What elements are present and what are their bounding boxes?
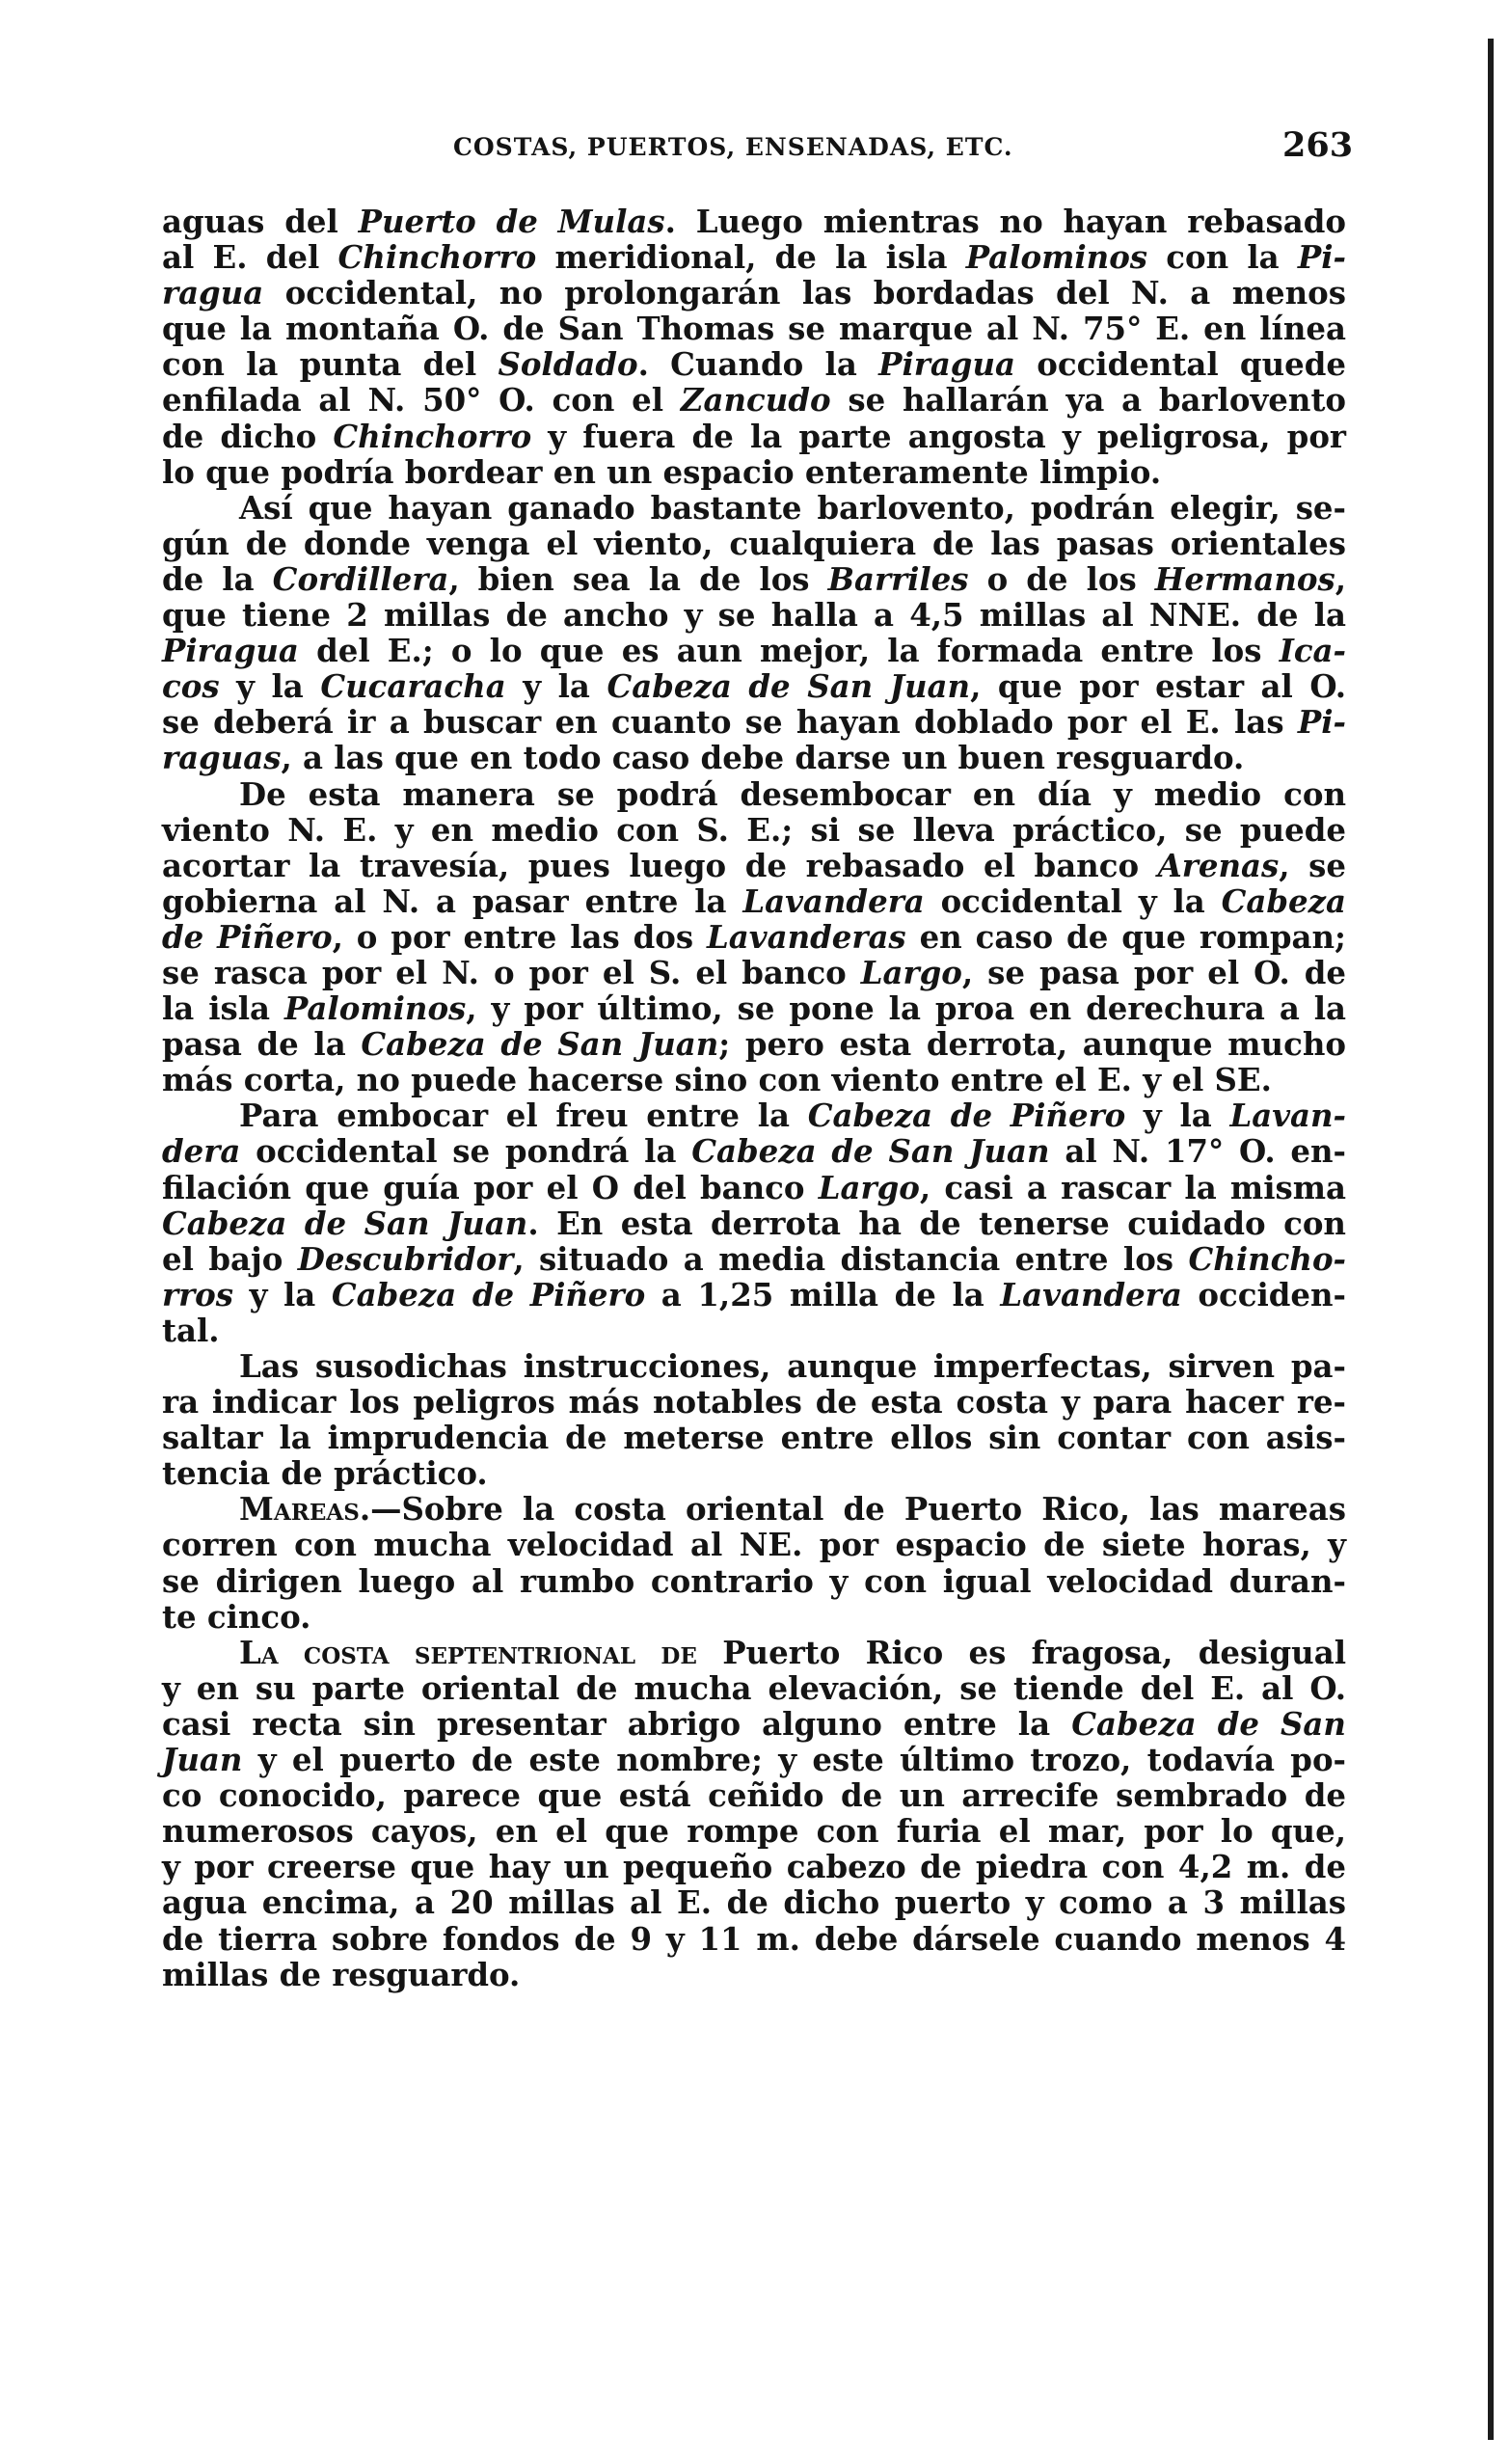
text-line: pasa de la Cabeza de San Juan; pero esta derrota, aunque mucho <box>162 1026 1346 1064</box>
text-line: la isla Palominos, y por último, se pone la proa en derechura a la <box>162 990 1346 1028</box>
text-line: tencia de práctico. <box>162 1455 488 1493</box>
text-line: co conocido, parece que está ceñido de un arrecife sembrado de <box>162 1777 1346 1815</box>
text-line: y por creerse que hay un pequeño cabezo de piedra con 4,2 m. de <box>162 1849 1346 1886</box>
text-line: dera occidental se pondrá la Cabeza de San Juan al N. 17° O. en- <box>162 1133 1346 1171</box>
text-line: Juan y el puerto de este nombre; y este último trozo, todavía po- <box>162 1742 1346 1779</box>
text-line: tal. <box>162 1312 220 1349</box>
text-line: agua encima, a 20 millas al E. de dicho puerto y como a 3 millas <box>162 1884 1346 1922</box>
text-line: de Piñero, o por entre las dos Lavanderas en caso de que rompan; <box>162 918 1346 956</box>
text-line: casi recta sin presentar abrigo alguno entre la Cabeza de San <box>162 1705 1346 1743</box>
text-line: viento N. E. y en medio con S. E.; si se lleva práctico, se puede <box>162 811 1346 849</box>
text-line: más corta, no puede hacerse sino con viento entre el E. y el SE. <box>162 1062 1272 1099</box>
text-line: numerosos cayos, en el que rompe con furia el mar, por lo que, <box>162 1813 1346 1851</box>
text-line: acortar la travesía, pues luego de rebasado el banco Arenas, se <box>162 847 1346 884</box>
text-line: De esta manera se podrá desembocar en día y medio con <box>239 775 1346 813</box>
text-line: La costa septentrional de Puerto Rico es fragosa, desigual <box>239 1634 1347 1671</box>
text-line: gobierna al N. a pasar entre la Lavandera occidental y la Cabeza <box>162 882 1346 920</box>
text-line: te cinco. <box>162 1598 311 1636</box>
text-line: y en su parte oriental de mucha elevación, se tiende del E. al O. <box>162 1669 1346 1707</box>
text-line: de tierra sobre fondos de 9 y 11 m. debe dársele cuando menos 4 <box>162 1920 1346 1958</box>
page-number: 263 <box>1282 125 1354 165</box>
text-line: el bajo Descubridor, situado a media distancia entre los Chincho- <box>162 1240 1346 1278</box>
text-line: lo que podría bordear en un espacio enteramente limpio. <box>162 453 1162 491</box>
text-line: millas de resguardo. <box>162 1956 521 1993</box>
text-line: Para embocar el freu entre la Cabeza de Piñero y la Lavan- <box>239 1097 1347 1135</box>
text-line: ra indicar los peligros más notables de esta costa y para hacer re- <box>162 1384 1346 1422</box>
text-line: Piragua del E.; o lo que es aun mejor, la formada entre los Ica- <box>162 633 1346 670</box>
text-line: saltar la imprudencia de meterse entre ellos sin contar con asis- <box>162 1420 1346 1457</box>
text-line: filación que guía por el O del banco Largo, casi a rascar la misma <box>162 1169 1346 1206</box>
body-text <box>162 204 1346 1993</box>
text-line: Las susodichas instrucciones, aunque imperfectas, sirven pa- <box>239 1348 1346 1385</box>
text-line: de la Cordillera, bien sea la de los Barriles o de los Hermanos, <box>162 560 1346 598</box>
text-line: raguas, a las que en todo caso debe darse un buen resguardo. <box>162 740 1245 777</box>
text-line: al E. del Chinchorro meridional, de la isla Palominos con la Pi- <box>162 239 1346 277</box>
text-line: Cabeza de San Juan. En esta derrota ha de tenerse cuidado con <box>162 1205 1346 1242</box>
text-line: se rasca por el N. o por el S. el banco Largo, se pasa por el O. de <box>162 954 1346 991</box>
text-line: que tiene 2 millas de ancho y se halla a 4,5 millas al NNE. de la <box>162 597 1346 635</box>
text-line: se deberá ir a buscar en cuanto se hayan doblado por el E. las Pi- <box>162 704 1346 742</box>
text-line: gún de donde venga el viento, cualquiera de las pasas orientales <box>162 525 1346 562</box>
text-line: que la montaña O. de San Thomas se marque al N. 75° E. en línea <box>162 311 1346 348</box>
text-line: Así que hayan ganado bastante barlovento, podrán elegir, se- <box>239 489 1346 527</box>
text-line: enfilada al N. 50° O. con el Zancudo se hallarán ya a barlovento <box>162 382 1347 420</box>
text-line: rros y la Cabeza de Piñero a 1,25 milla de la Lavandera occiden- <box>162 1276 1347 1313</box>
text-line: cos y la Cucaracha y la Cabeza de San Juan, que por estar al O. <box>162 668 1346 706</box>
running-head: COSTAS, PUERTOS, ENSENADAS, ETC. <box>453 133 1013 161</box>
text-line: aguas del Puerto de Mulas. Luego mientras no hayan rebasado <box>162 203 1346 240</box>
text-line: se dirigen luego al rumbo contrario y con igual velocidad duran- <box>162 1562 1346 1600</box>
text-line: con la punta del Soldado. Cuando la Piragua occidental quede <box>162 346 1346 384</box>
text-line: Mareas.—Sobre la costa oriental de Puerto Rico, las mareas <box>239 1491 1346 1529</box>
text-line: corren con mucha velocidad al NE. por espacio de siete horas, y <box>162 1527 1346 1564</box>
text-line: de dicho Chinchorro y fuera de la parte angosta y peligrosa, por <box>162 418 1346 455</box>
text-line: ragua occidental, no prolongarán las bordadas del N. a menos <box>162 275 1346 312</box>
right-edge-rule <box>1488 39 1494 2440</box>
